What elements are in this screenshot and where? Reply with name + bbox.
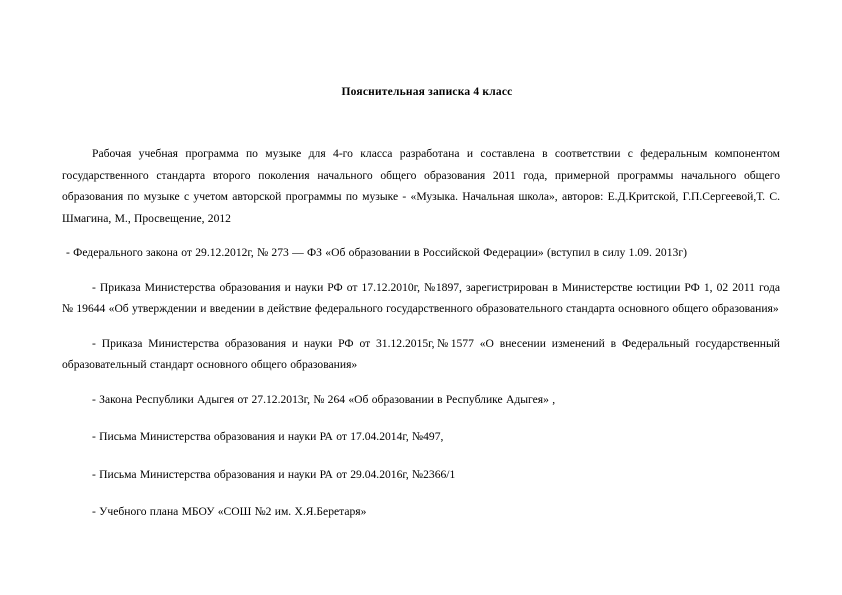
paragraph-letter-2366: - Письма Министерства образования и науки РА от 29.04.2016г, №2366/1 [92, 467, 456, 481]
page-title: Пояснительная записка 4 класс [341, 86, 513, 98]
paragraph-adygea-law: - Закона Республики Адыгея от 27.12.2013г, № 264 «Об образовании в Республике Адыгея» , [92, 392, 556, 406]
document-body [62, 143, 780, 523]
paragraph-letter-497: - Письма Министерства образования и науки РА от 17.04.2014г, №497, [92, 430, 444, 443]
paragraph-order-1897: - Приказа Министерства образования и науки РФ от 17.12.2010г, №1897, зарегистрирован в Министерстве юстиции РФ 1, 02 2011 года № 19644 «Об утверждении и введении в действие федерального государственного образовательного стандарта основного общего образования» [62, 280, 780, 315]
paragraph-order-1577: - Приказа Министерства образования и науки РФ от 31.12.2015г,№1577 «О внесении изменений в Федеральный государственный образовательный стандарт основного общего образования» [62, 336, 780, 371]
paragraph-curriculum-plan: - Учебного плана МБОУ «СОШ №2 им. Х.Я.Беретаря» [92, 505, 367, 518]
paragraph-federal-law: - Федерального закона от 29.12.2012г, № 273 — ФЗ «Об образовании в Российской Федерации» (вступил в силу 1.09. 2013г) [66, 246, 687, 259]
paragraph-intro: Рабочая учебная программа по музыке для 4-го класса разработана и составлена в соответствии с федеральным компонентом государственного стандарта второго поколения начального общего образования 2011 года, примерной программы начального общего образования по музыке с учетом авторской программы по музыке - «Музыка. Начальная школа», авторов: Е.Д.Критской, Г.П.Сергеевой,Т. С. Шмагина, М., Просвещение, 2012 [62, 147, 780, 225]
